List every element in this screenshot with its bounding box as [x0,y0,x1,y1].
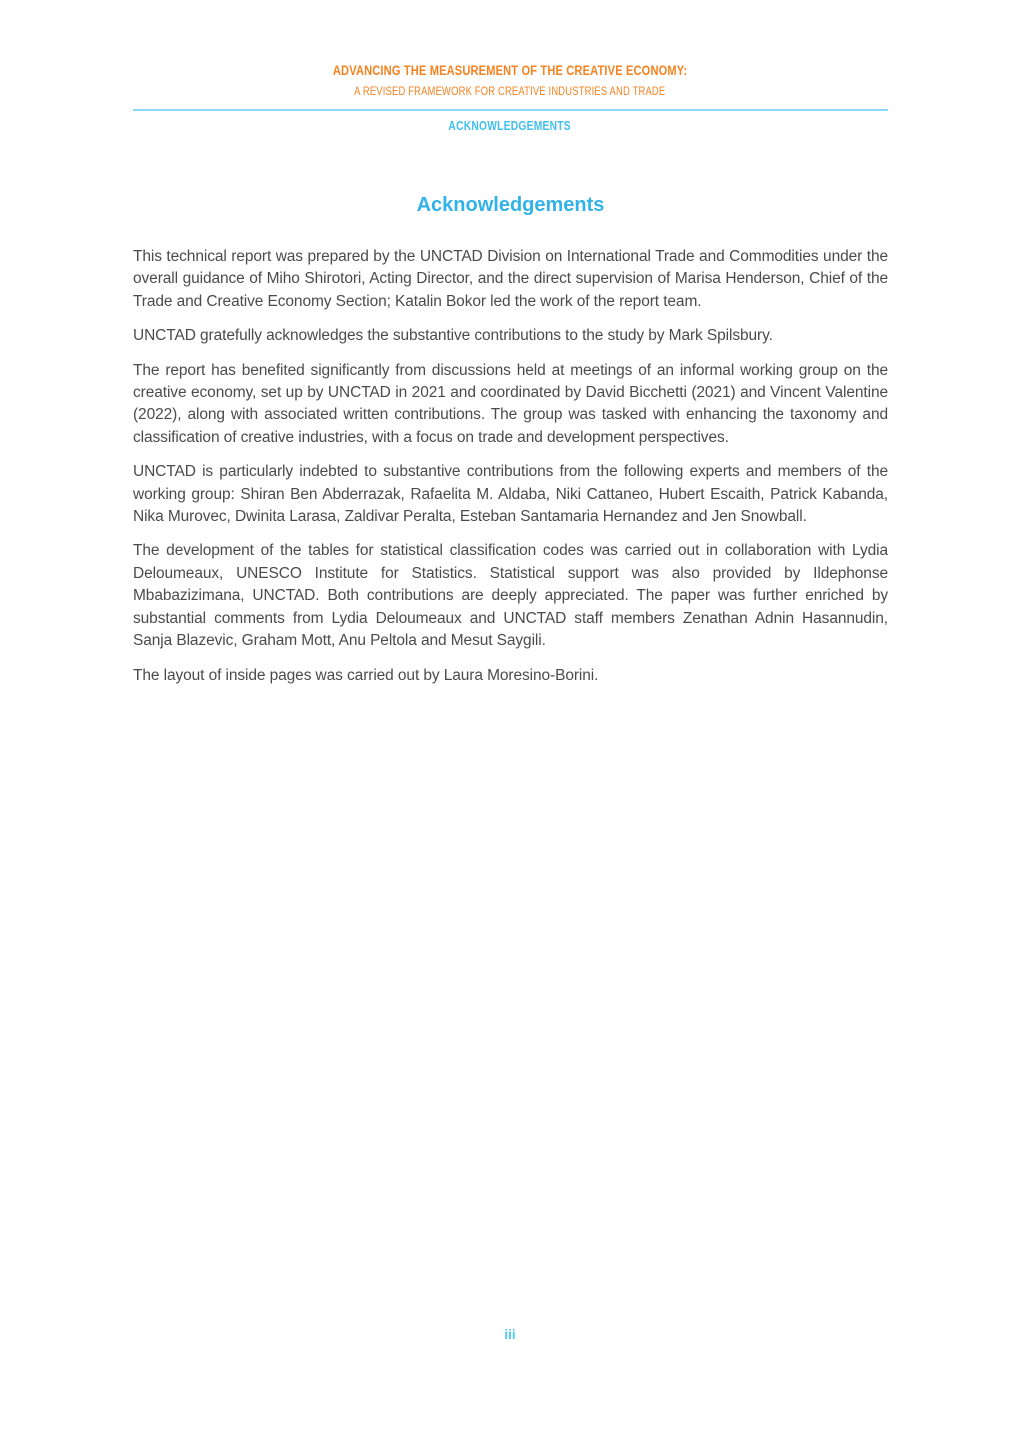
page-title: Acknowledgements [416,194,605,216]
paragraph-3: The report has benefited significantly from discussions held at meetings of an informal working group on the creative economy, set up by UNCTAD in 2021 and coordinated by David Bicchetti (2021) and Vincent Valentine (2022), along with associated written contributions. The group was tasked with enhancing the taxonomy and classification of creative industries, with a focus on trade and development perspectives. [133,361,888,446]
header-section-label-text: ACKNOWLEDGEMENTS [448,119,572,133]
paragraph-5: The development of the tables for statistical classification codes was carried out in collaboration with Lydia Deloumeaux, UNESCO Institute for Statistics. Statistical support was also provided by Ildephonse Mbabazizimana, UNCTAD. Both contributions are deeply appreciated. The paper was further enriched by substantial comments from Lydia Deloumeaux and UNCTAD staff members Zenathan Adnin Hasannudin, Sanja Blazevic, Graham Mott, Anu Peltola and Mesut Saygili. [133,542,888,650]
paragraph-6: The layout of inside pages was carried out by Laura Moresino-Borini. [133,666,599,684]
body-text [133,246,888,687]
report-title-line1 [0,63,1020,79]
report-title-line1-text: ADVANCING THE MEASUREMENT OF THE CREATIVE ECONOMY: [332,63,688,78]
paragraph-1: This technical report was prepared by the UNCTAD Division on International Trade and Commodities under the overall guidance of Miho Shirotori, Acting Director, and the direct supervision of Marisa Henderson, Chief of the Trade and Creative Economy Section; Katalin Bokor led the work of the report team. [133,248,888,310]
page-footer [0,1326,1020,1344]
page-number: iii [504,1327,516,1342]
paragraph-2: UNCTAD gratefully acknowledges the substantive contributions to the study by Mark Spilsbury. [133,327,773,345]
report-title-line2 [0,85,1020,99]
page-header [0,0,1020,133]
header-section-label [0,119,1020,133]
report-title-line2-text: A REVISED FRAMEWORK FOR CREATIVE INDUSTRIES AND TRADE [354,86,666,98]
paragraph-4: UNCTAD is particularly indebted to substantive contributions from the following experts and members of the working group: Shiran Ben Abderrazak, Rafaelita M. Aldaba, Niki Cattaneo, Hubert Escaith, Patrick Kabanda, Nika Murovec, Dwinita Larasa, Zaldivar Peralta, Esteban Santamaria Hernandez and Jen Snowball. [133,463,888,526]
header-divider [133,109,888,111]
page-content [133,193,888,687]
